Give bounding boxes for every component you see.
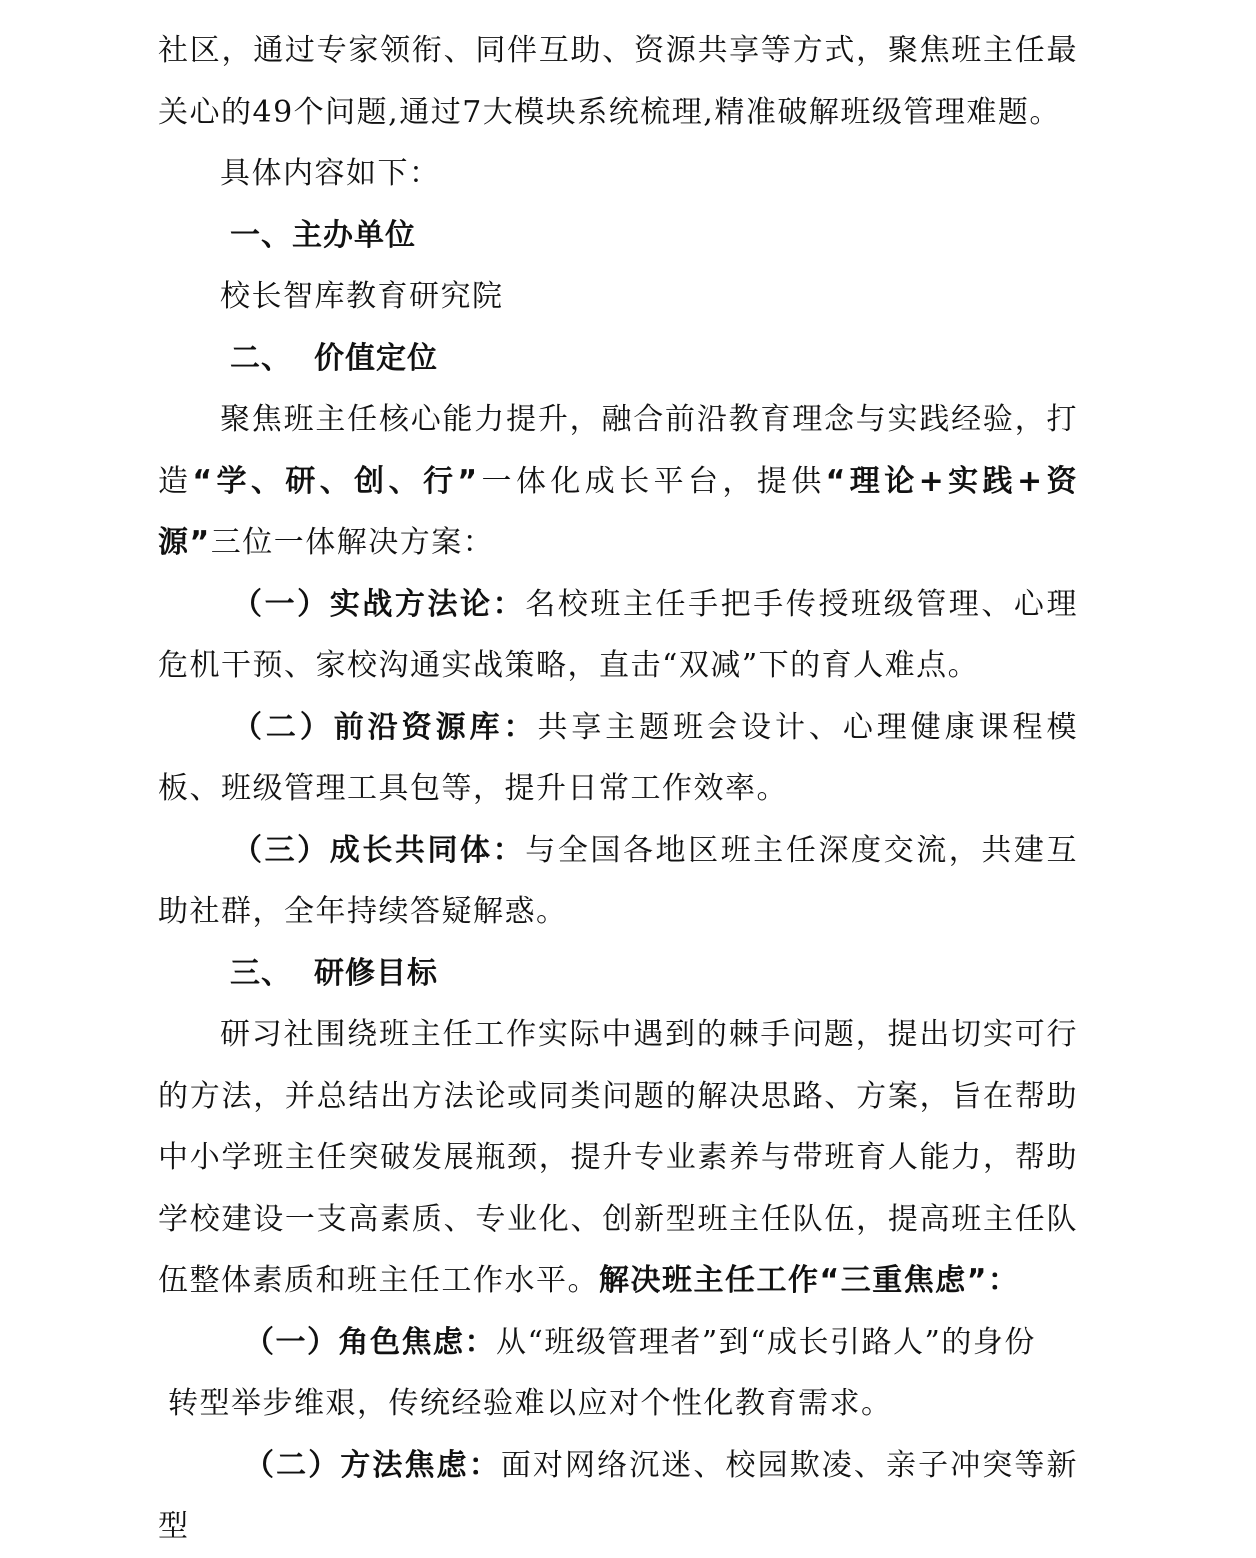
section3-heading-title: 研修目标 — [314, 955, 438, 991]
section2-heading-title: 价值定位 — [314, 340, 438, 376]
section2-item-2-label: （二）前沿资源库： — [232, 709, 538, 745]
section3-item-1-cont: 转型举步维艰，传统经验难以应对个性化教育需求。 — [168, 1386, 893, 1421]
section3-item-1-label: （一）角色焦虑： — [244, 1324, 496, 1360]
section3-item-2 — [158, 1435, 1078, 1558]
section3-body-text: 研习社围绕班主任工作实际中遇到的棘手问题，提出切实可行的方法，并总结出方法论或同类问题的解决思路、方案，旨在帮助中小学班主任突破发展瓶颈，提升专业素养与带班育人能力，帮助学校建设一支高素质、专业化、创新型班主任队伍，提高班主任队伍整体素质和班主任工作水平。 — [158, 1017, 1078, 1298]
section1-body: 校长智库教育研究院 — [220, 279, 504, 314]
section3-item-2-text: 面对网络沉迷、校园欺凌、亲子冲突等新型 — [158, 1447, 1079, 1544]
intro-paragraph: 社区，通过专家领衔、同伴互助、资源共享等方式，聚焦班主任最关心的49个问题,通过7大模块系统梳理,精准破解班级管理难题。 — [158, 33, 1078, 130]
section2-item-1 — [158, 574, 1078, 697]
section2-body-b: “学、研、创、行” — [192, 463, 479, 499]
section2-body — [158, 389, 1078, 574]
content-label: 具体内容如下： — [220, 156, 441, 191]
section3-heading — [158, 943, 1078, 1005]
section1-heading-title: 主办单位 — [292, 217, 416, 253]
section3-item-1-text: 从“班级管理者”到“成长引路人”的身份 — [496, 1324, 1036, 1360]
section2-body-c: 一体化成长平台，提供 — [478, 463, 826, 499]
section1-heading-num: 一、 — [230, 217, 292, 253]
section2-item-3-text: 与全国各地区班主任深度交流，共建互助社群，全年持续答疑解惑。 — [158, 832, 1079, 929]
section2-body-d: “理论+实践+资源” — [158, 463, 1079, 560]
section2-item-3 — [158, 820, 1078, 943]
section3-body-bold: 解决班主任工作“三重焦虑”： — [599, 1263, 1020, 1298]
section2-item-1-text: 名校班主任手把手传授班级管理、心理危机干预、家校沟通实战策略，直击“双减”下的育人难点。 — [158, 586, 1079, 683]
section2-item-2-text: 共享主题班会设计、心理健康课程模板、班级管理工具包等，提升日常工作效率。 — [158, 709, 1078, 806]
section2-item-1-label: （一）实战方法论： — [232, 586, 526, 622]
section2-item-3-label: （三）成长共同体： — [232, 832, 526, 868]
document-page — [158, 20, 1078, 1558]
section2-heading — [158, 328, 1078, 390]
section2-body-e: 三位一体解决方案： — [210, 525, 495, 560]
section3-item-1 — [158, 1312, 1078, 1374]
section3-body — [158, 1004, 1078, 1312]
section3-heading-num: 三、 — [230, 955, 292, 991]
section2-heading-num: 二、 — [230, 340, 292, 376]
section2-item-2 — [158, 697, 1078, 820]
section3-item-2-label: （二）方法焦虑： — [244, 1447, 501, 1483]
section2-body-a: 聚焦班主任核心能力提升，融合前沿教育理念与实践经验，打造 — [158, 402, 1078, 499]
section1-heading — [158, 205, 1078, 267]
